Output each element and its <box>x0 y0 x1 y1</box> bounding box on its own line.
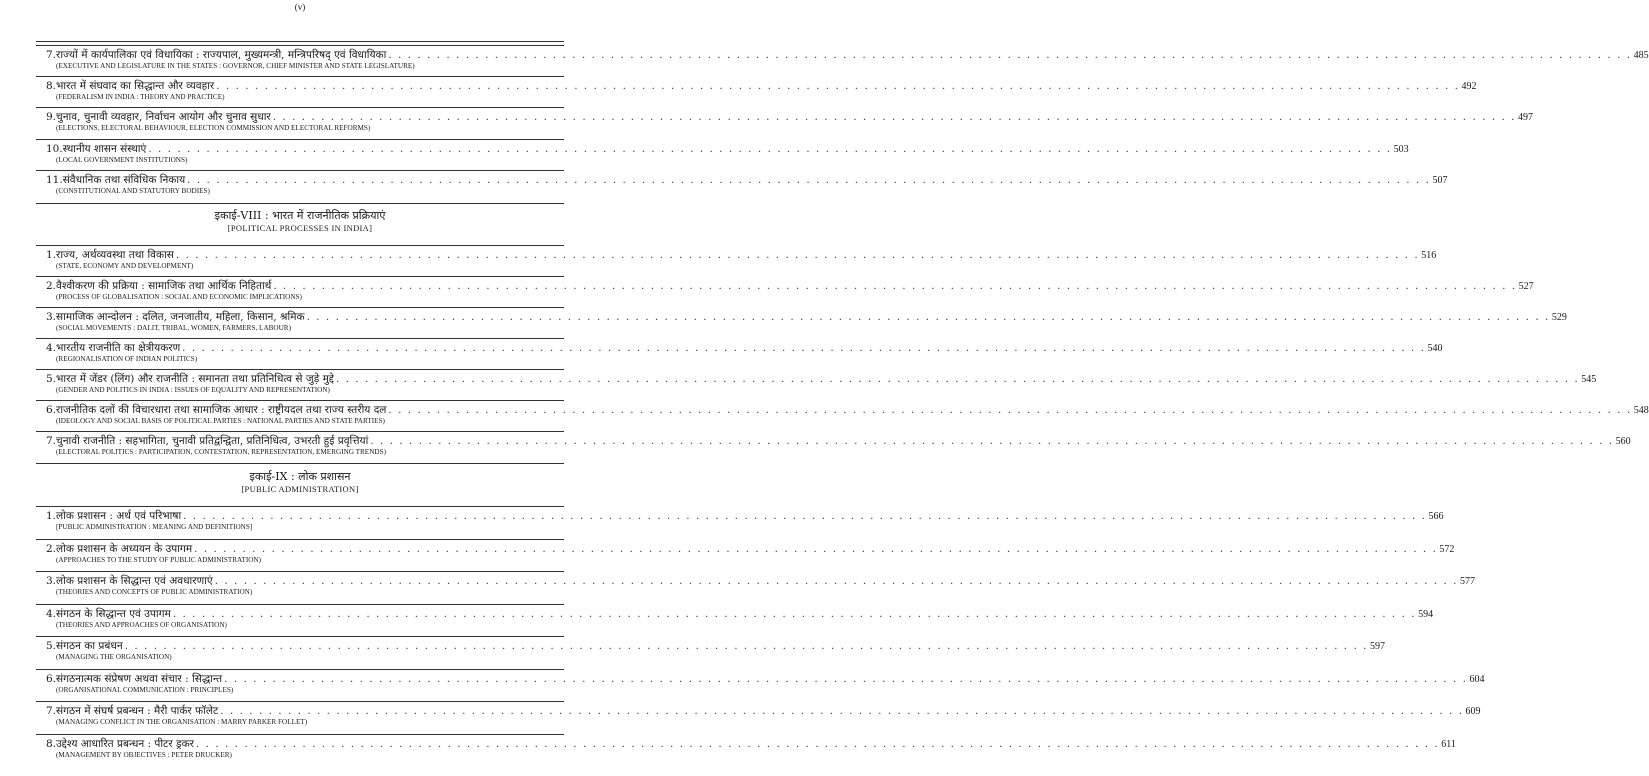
entry-number: 7. <box>46 49 57 61</box>
entry-title-english: (MANAGING CONFLICT IN THE ORGANISATION : MARRY PARKER FOLLET) <box>56 718 308 726</box>
entry-hindi-line <box>46 510 1444 523</box>
entry-hindi-line <box>46 672 1485 686</box>
entry-page-number: 577 <box>1459 576 1475 587</box>
unit-8-title-en: [POLITICAL PROCESSES IN INDIA] <box>227 223 373 233</box>
entry-title-english: (IDEOLOGY AND SOCIAL BASIS OF POLITICAL PARTIES : NATIONAL PARTIES AND STATE PARTIES) <box>56 417 385 425</box>
entry-rule <box>36 431 564 432</box>
entry-title-english: (REGIONALISATION OF INDIAN POLITICS) <box>56 355 198 363</box>
entry-leader-dots <box>220 705 1463 718</box>
entry-title-english: (SOCIAL MOVEMENTS : DALIT, TRIBAL, WOMEN, FARMERS, LABOUR) <box>56 324 291 332</box>
entry-title-english: (EXECUTIVE AND LEGISLATURE IN THE STATES : GOVERNOR, CHIEF MINISTER AND STATE LEGISLATURE) <box>56 62 415 70</box>
entry-title-hindi: राज्य, अर्थव्यवस्था तथा विकास <box>56 249 174 261</box>
toc-entry[interactable] <box>46 607 1434 630</box>
entry-hindi-line <box>46 705 1481 718</box>
entry-rule <box>36 734 564 735</box>
page-number: (v) <box>294 2 306 12</box>
entry-number: 5. <box>46 640 57 652</box>
entry-page-number: 492 <box>1461 81 1477 93</box>
entry-hindi-line <box>46 80 1477 93</box>
entry-title-english: (ELECTORAL POLITICS : PARTICIPATION, CONTESTATION, REPRESENTATION, EMERGING TRENDS) <box>56 448 386 456</box>
entry-number: 6. <box>46 672 57 685</box>
entry-page-number: 503 <box>1393 143 1409 155</box>
entry-number: 8. <box>46 80 57 93</box>
entry-number: 4. <box>46 342 57 354</box>
entry-rule <box>36 139 564 140</box>
toc-entry[interactable] <box>46 435 1631 457</box>
entry-page-number: 516 <box>1421 250 1437 261</box>
entry-number: 2. <box>46 280 57 292</box>
entry-hindi-line <box>46 173 1448 187</box>
entry-title-hindi: चुनाव, चुनावी व्यवहार, निर्वाचन आयोग और चुनाव सुधार <box>56 111 271 124</box>
entry-title-english: (FEDERALISM IN INDIA : THEORY AND PRACTICE) <box>56 93 225 102</box>
entry-title-english: (MANAGING THE ORGANISATION) <box>56 653 172 661</box>
header-rule <box>36 41 564 42</box>
entry-hindi-line <box>46 435 1631 448</box>
entry-rule <box>36 636 564 637</box>
entry-leader-dots <box>216 80 1459 93</box>
entry-number: 1. <box>46 249 57 261</box>
entry-hindi-line <box>46 542 1455 556</box>
entry-number: 6. <box>46 404 57 416</box>
entry-leader-dots <box>196 738 1439 751</box>
toc-entry[interactable] <box>46 737 1456 760</box>
entry-page-number: 527 <box>1518 281 1534 292</box>
entry-number: 1. <box>46 510 57 522</box>
entry-title-english: (THEORIES AND APPROACHES OF ORGANISATION) <box>56 620 227 629</box>
entry-rule <box>36 276 564 277</box>
entry-title-hindi: लोक प्रशासन के अध्ययन के उपागम <box>56 542 193 555</box>
entry-title-hindi: उद्देश्य आधारित प्रबन्धन : पीटर ड्रकर <box>56 737 194 750</box>
entry-title-english: (STATE, ECONOMY AND DEVELOPMENT) <box>56 262 194 270</box>
toc-entry[interactable] <box>46 142 1409 165</box>
entry-hindi-line <box>46 404 1649 417</box>
entry-hindi-line <box>46 575 1475 588</box>
unit-9-heading <box>0 470 600 495</box>
entry-title-hindi: भारत में संघवाद का सिद्धान्त और व्यवहार <box>56 80 215 93</box>
toc-entry[interactable] <box>46 542 1455 565</box>
entry-rule <box>36 604 564 605</box>
entry-page-number: 548 <box>1633 405 1649 416</box>
entry-leader-dots <box>173 608 1416 621</box>
entry-hindi-line <box>46 142 1409 156</box>
entry-number: 3. <box>46 311 57 323</box>
toc-entry[interactable] <box>46 404 1649 426</box>
entry-leader-dots <box>183 510 1426 523</box>
toc-entry[interactable] <box>46 311 1567 333</box>
entry-number: 9. <box>46 111 57 124</box>
entry-hindi-line <box>46 342 1443 355</box>
section-rule <box>36 463 564 464</box>
entry-number: 5. <box>46 373 57 385</box>
toc-entry[interactable] <box>46 510 1444 532</box>
entry-hindi-line <box>46 607 1434 621</box>
entry-title-hindi: चुनावी राजनीति : सहभागिता, चुनावी प्रतिद्वन्द्विता, प्रतिनिधित्व, उभरती हुई प्रवृत्तियां <box>56 435 369 447</box>
entry-page-number: 594 <box>1418 608 1434 620</box>
entry-hindi-line <box>46 280 1534 293</box>
toc-entry[interactable] <box>46 49 1649 71</box>
entry-leader-dots <box>194 543 1437 556</box>
entry-rule <box>36 170 564 171</box>
section-rule <box>36 203 564 204</box>
entry-leader-dots <box>187 174 1430 187</box>
entry-hindi-line <box>46 737 1456 751</box>
entry-rule <box>36 701 564 702</box>
entry-title-hindi: राजनीतिक दलों की विचारधारा तथा सामाजिक आधार : राष्ट्रीयदल तथा राज्य स्तरीय दल <box>56 404 387 416</box>
entry-page-number: 566 <box>1428 511 1444 522</box>
entry-rule <box>36 571 564 572</box>
entry-title-hindi: सामाजिक आन्दोलन : दलित, जनजातीय, महिला, किसान, श्रमिक <box>56 311 305 323</box>
entry-number: 8. <box>46 737 57 750</box>
unit-8-title: इकाई-VIII : भारत में राजनीतिक प्रक्रियाएं <box>214 209 386 222</box>
toc-entry[interactable] <box>46 373 1597 395</box>
toc-entry[interactable] <box>46 672 1485 695</box>
entry-leader-dots <box>307 311 1550 324</box>
entry-hindi-line <box>46 373 1597 386</box>
entry-hindi-line <box>46 640 1385 653</box>
entry-hindi-line <box>46 49 1649 62</box>
entry-page-number: 604 <box>1469 673 1485 685</box>
entry-title-hindi: संगठन का प्रबंधन <box>56 640 123 652</box>
toc-entry[interactable] <box>46 173 1448 196</box>
entry-title-english: (PROCESS OF GLOBALISATION : SOCIAL AND ECONOMIC IMPLICATIONS) <box>56 293 302 301</box>
entry-number: 7. <box>46 705 57 717</box>
entry-leader-dots <box>125 640 1368 653</box>
entry-hindi-line <box>46 311 1567 324</box>
entry-title-english: (THEORIES AND CONCEPTS OF PUBLIC ADMINISTRATION) <box>56 588 253 596</box>
entry-title-hindi: स्थानीय शासन संस्थाएं <box>62 142 147 155</box>
entry-page-number: 497 <box>1518 112 1533 124</box>
entry-title-hindi: भारतीय राजनीति का क्षेत्रीयकरण <box>56 342 181 354</box>
entry-title-english: (ELECTIONS, ELECTORAL BEHAVIOUR, ELECTION COMMISSION AND ELECTORAL REFORMS) <box>56 124 371 133</box>
toc-entry[interactable] <box>46 342 1443 364</box>
entry-title-english: (CONSTITUTIONAL AND STATUTORY BODIES) <box>56 186 210 195</box>
entry-page-number: 485 <box>1633 50 1649 61</box>
entry-leader-dots <box>273 111 1516 124</box>
entry-title-hindi: राज्यों में कार्यपालिका एवं विधायिका : राज्यपाल, मुख्यमन्त्री, मन्त्रिपरिषद् एवं विधायिका <box>56 49 387 61</box>
entry-rule <box>36 539 564 540</box>
toc-entry[interactable] <box>46 249 1437 271</box>
entry-title-hindi: लोक प्रशासन : अर्थ एवं परिभाषा <box>56 510 182 522</box>
entry-title-hindi: लोक प्रशासन के सिद्धान्त एवं अवधारणाएं <box>56 575 213 587</box>
unit-9-title-en: [PUBLIC ADMINISTRATION] <box>241 484 359 494</box>
entry-page-number: 529 <box>1551 312 1567 323</box>
entry-page-number: 540 <box>1427 343 1443 354</box>
entry-rule <box>36 45 564 46</box>
entry-number: 10. <box>46 142 63 155</box>
entry-rule <box>36 307 564 308</box>
entry-title-english: (LOCAL GOVERNMENT INSTITUTIONS) <box>56 155 188 164</box>
entry-rule <box>36 338 564 339</box>
entry-rule <box>36 107 564 108</box>
entry-number: 11. <box>46 173 63 186</box>
entry-title-english: (MANAGEMENT BY OBJECTIVES : PETER DRUCKER) <box>56 750 232 759</box>
toc-entry[interactable] <box>46 640 1385 662</box>
entry-hindi-line <box>46 249 1437 262</box>
toc-entry[interactable] <box>46 705 1481 727</box>
entry-number: 3. <box>46 575 57 587</box>
entry-title-hindi: वैश्वीकरण की प्रक्रिया : सामाजिक तथा आर्थिक निहितार्थ <box>56 280 272 292</box>
entry-rule <box>36 369 564 370</box>
toc-entry[interactable] <box>46 280 1534 302</box>
entry-number: 4. <box>46 607 57 620</box>
toc-entry[interactable] <box>46 575 1475 597</box>
entry-number: 2. <box>46 542 57 555</box>
unit-8-heading <box>0 209 600 234</box>
entry-number: 7. <box>46 435 57 447</box>
entry-rule <box>36 506 564 507</box>
entry-leader-dots <box>182 342 1425 355</box>
toc-entry[interactable] <box>46 80 1477 102</box>
entry-leader-dots <box>148 143 1391 156</box>
entry-rule <box>36 669 564 670</box>
entry-page-number: 609 <box>1465 706 1481 717</box>
entry-title-hindi: भारत में जेंडर (लिंग) और राजनीति : समानता तथा प्रतिनिधित्व से जुड़े मुद्दे <box>56 373 334 385</box>
entry-leader-dots <box>176 249 1419 262</box>
entry-title-hindi: संगठन में संघर्ष प्रबन्धन : मैरी पार्कर फॉलेट <box>56 705 219 717</box>
entry-page-number: 572 <box>1439 543 1455 555</box>
entry-page-number: 560 <box>1615 436 1631 447</box>
entry-leader-dots <box>388 49 1631 62</box>
entry-title-hindi: संगठन के सिद्धान्त एवं उपागम <box>56 607 171 620</box>
entry-rule <box>36 245 564 246</box>
entry-title-hindi: संगठनात्मक संप्रेषण अथवा संचार : सिद्धान्त <box>56 672 223 685</box>
entry-leader-dots <box>215 575 1458 588</box>
entry-leader-dots <box>388 404 1631 417</box>
entry-hindi-line <box>46 111 1533 124</box>
entry-page-number: 507 <box>1432 174 1448 186</box>
entry-rule <box>36 76 564 77</box>
entry-title-english: (GENDER AND POLITICS IN INDIA : ISSUES OF EQUALITY AND REPRESENTATION) <box>56 386 330 394</box>
toc-entry[interactable] <box>46 111 1533 133</box>
entry-page-number: 597 <box>1369 641 1385 652</box>
entry-page-number: 611 <box>1441 738 1456 750</box>
entry-title-english: [PUBLIC ADMINISTRATION : MEANING AND DEFINITIONS] <box>56 523 253 531</box>
entry-leader-dots <box>336 373 1579 386</box>
entry-title-hindi: संवैधानिक तथा संविधिक निकाय <box>62 173 186 186</box>
entry-leader-dots <box>273 280 1516 293</box>
unit-9-title: इकाई-IX : लोक प्रशासन <box>249 470 351 483</box>
entry-leader-dots <box>370 435 1613 448</box>
entry-leader-dots <box>224 673 1467 686</box>
entry-title-english: (ORGANISATIONAL COMMUNICATION : PRINCIPLES) <box>56 685 234 694</box>
entry-rule <box>36 400 564 401</box>
entry-page-number: 545 <box>1581 374 1597 385</box>
entry-title-english: (APPROACHES TO THE STUDY OF PUBLIC ADMINISTRATION) <box>56 555 261 564</box>
